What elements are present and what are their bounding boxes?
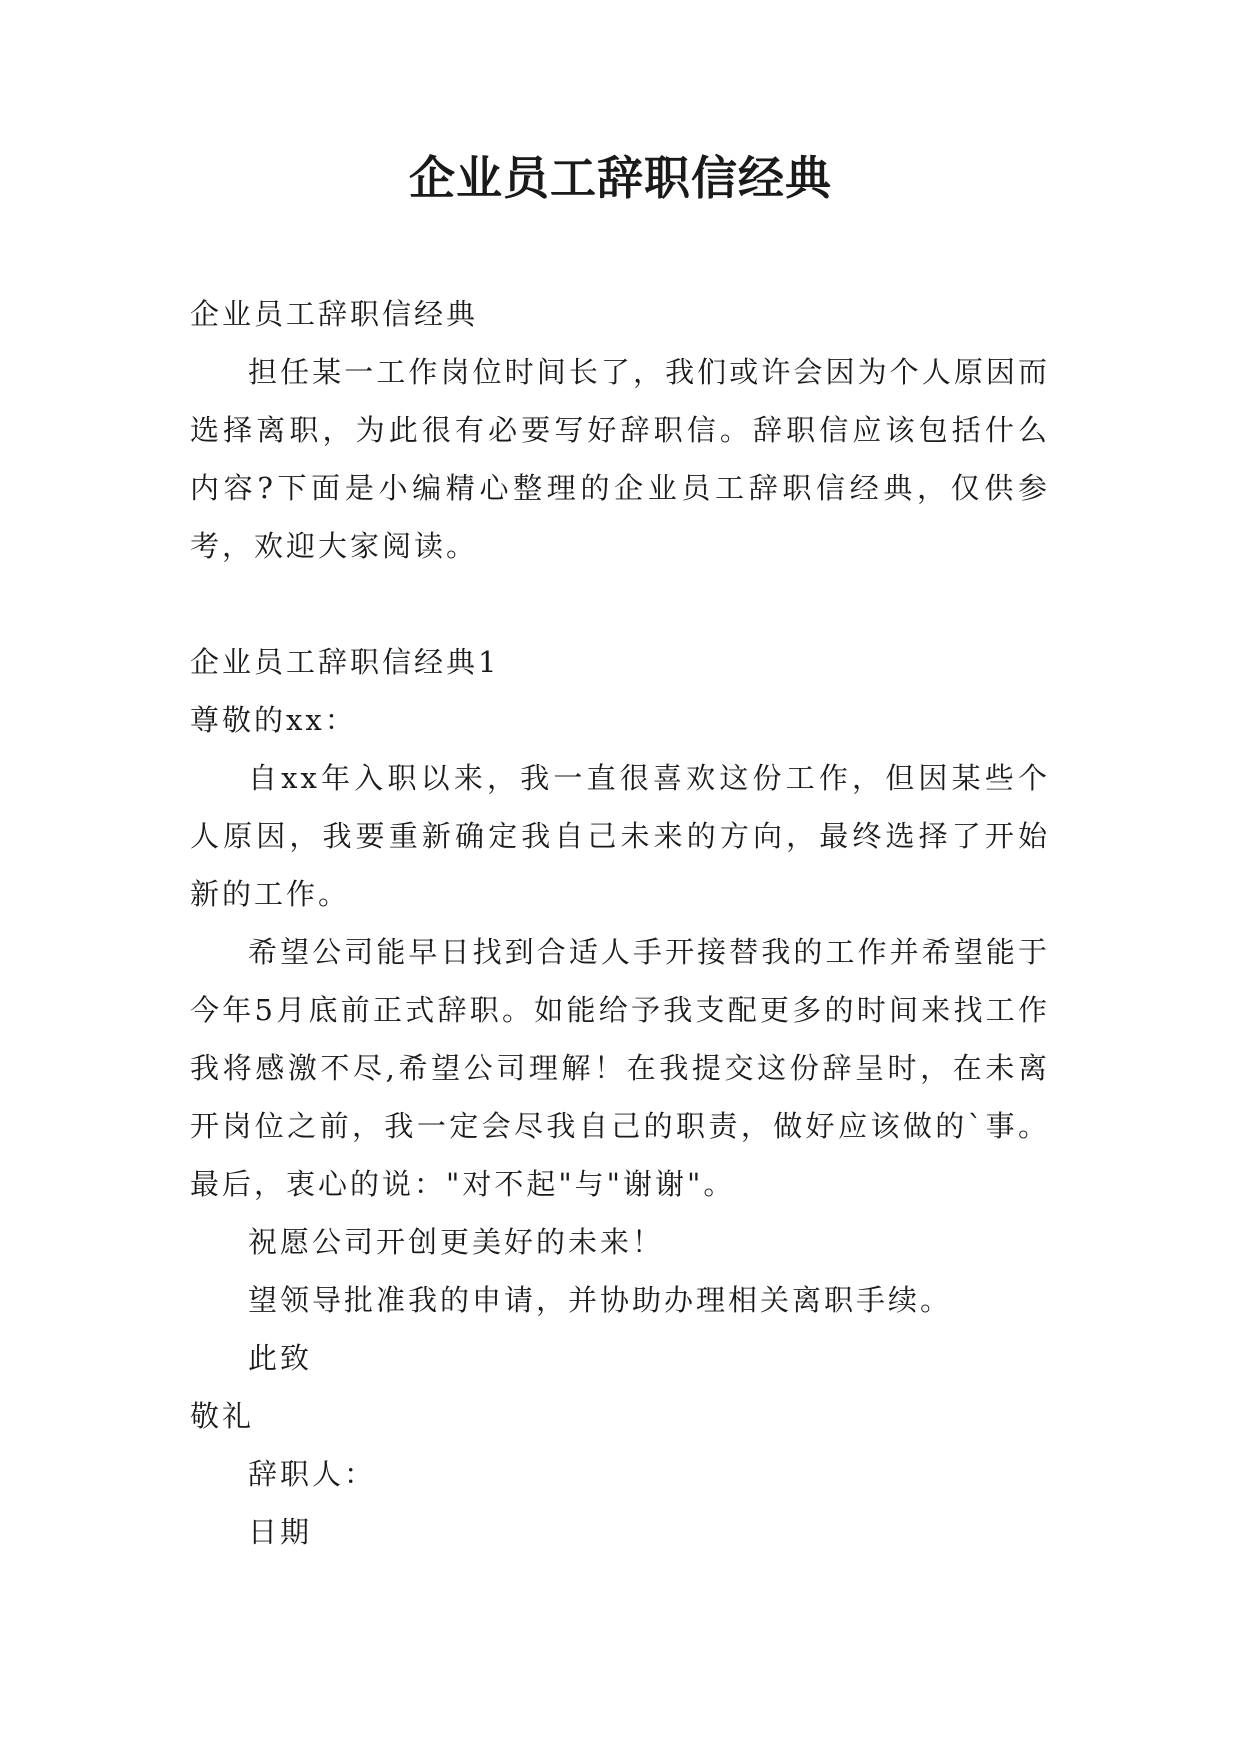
- date-label: 日期: [248, 1515, 313, 1549]
- letter-wish: 祝愿公司开创更美好的未来！: [248, 1225, 665, 1259]
- letter-heading: 企业员工辞职信经典1: [190, 645, 500, 679]
- letter-paragraph-2: 希望公司能早日找到合适人手开接替我的工作并希望能于今年5月底前正式辞职。如能给予我支配更多的时间来找工作我将感激不尽,希望公司理解！在我提交这份辞呈时，在未离开岗位之前，我一定会尽我自己的职责，做好应该做的`事。最后，衷心的说："对不起"与"谢谢"。: [190, 935, 1050, 1201]
- letter-closing-2: 敬礼: [190, 1399, 255, 1433]
- section-subtitle: 企业员工辞职信经典: [190, 297, 479, 331]
- paragraph-spacer: [190, 575, 1050, 633]
- intro-paragraph: 担任某一工作岗位时间长了，我们或许会因为个人原因而选择离职，为此很有必要写好辞职信。辞职信应该包括什么内容?下面是小编精心整理的企业员工辞职信经典，仅供参考，欢迎大家阅读。: [190, 355, 1050, 563]
- letter-closing-1: 此致: [248, 1341, 313, 1375]
- document-title: 企业员工辞职信经典: [409, 151, 832, 205]
- letter-request: 望领导批准我的申请，并协助办理相关离职手续。: [248, 1283, 953, 1317]
- letter-paragraph-1: 自xx年入职以来，我一直很喜欢这份工作，但因某些个人原因，我要重新确定我自己未来的方向，最终选择了开始新的工作。: [190, 761, 1050, 911]
- signer-label: 辞职人：: [248, 1457, 377, 1491]
- document-body: [190, 285, 1050, 1561]
- letter-salutation: 尊敬的xx：: [190, 703, 357, 737]
